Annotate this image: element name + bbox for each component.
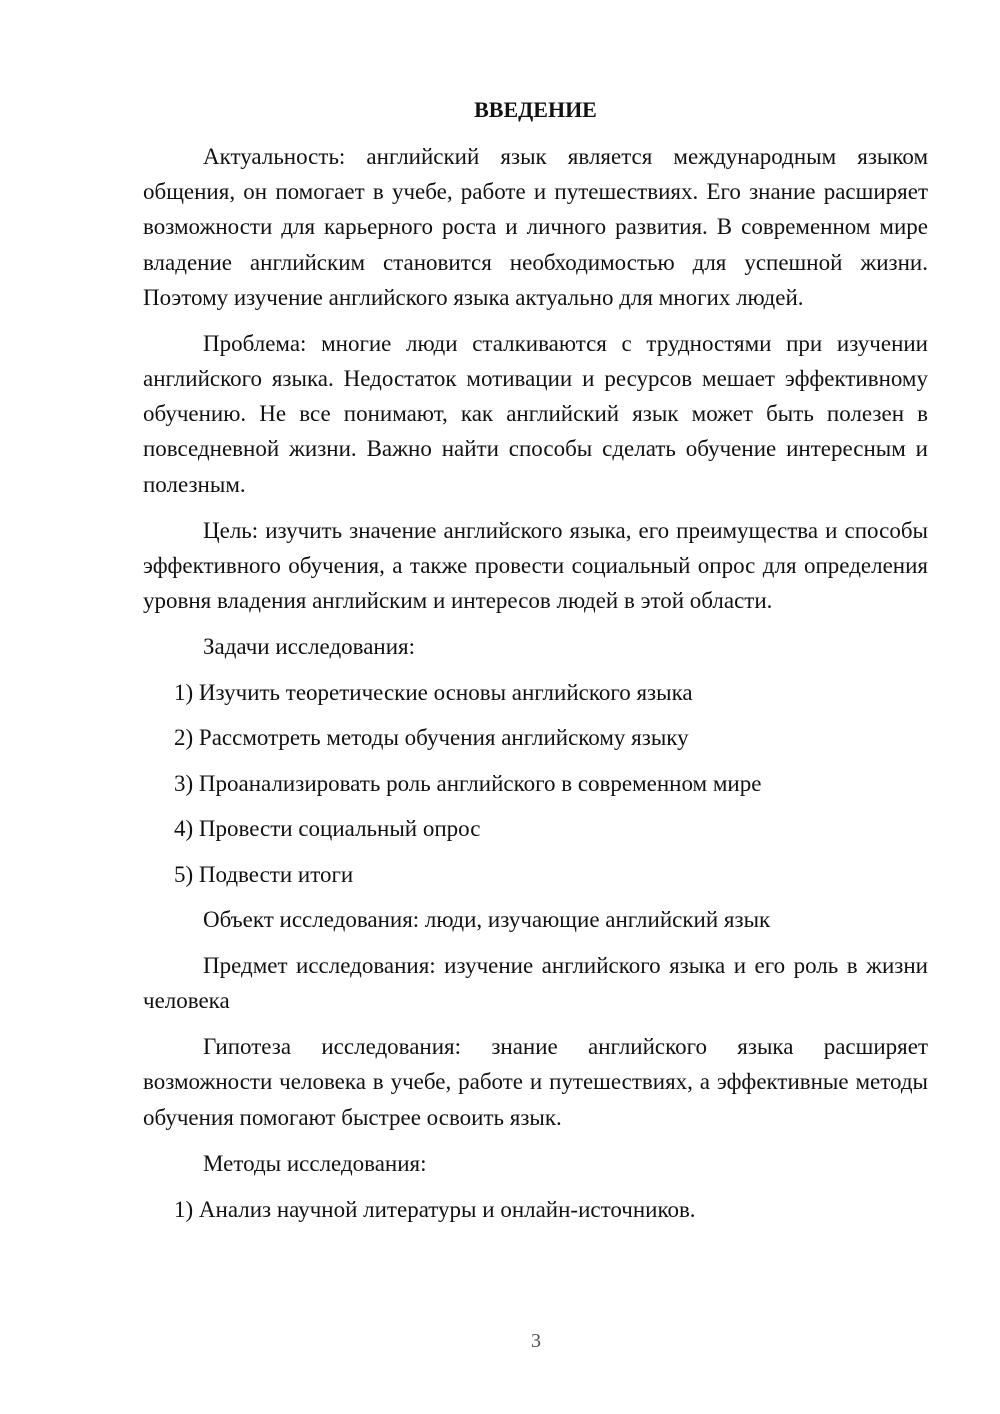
tasks-title: Задачи исследования: bbox=[203, 634, 416, 660]
goal-paragraph: Цель: изучить значение английского языка, его преимущества и способы эффективного обучения, а также провести социальный опрос для определения уровня владения английским и интересов людей в этой области. bbox=[143, 517, 928, 614]
methods-list bbox=[143, 1192, 928, 1227]
page-number: 3 bbox=[531, 1330, 541, 1352]
object-paragraph: Объект исследования: люди, изучающие английский язык bbox=[203, 906, 771, 932]
document-body bbox=[143, 92, 928, 1237]
method-item: 1) Анализ научной литературы и онлайн-источников. bbox=[174, 1196, 696, 1222]
task-item: 3) Проанализировать роль английского в современном мире bbox=[174, 770, 762, 796]
tasks-list bbox=[143, 675, 928, 892]
task-item: 4) Провести социальный опрос bbox=[174, 816, 481, 842]
subject-paragraph: Предмет исследования: изучение английского языка и его роль в жизни человека bbox=[143, 952, 928, 1014]
task-item: 5) Подвести итоги bbox=[174, 861, 354, 887]
task-item: 2) Рассмотреть методы обучения английскому языку bbox=[174, 725, 689, 751]
hypothesis-paragraph: Гипотеза исследования: знание английского языка расширяет возможности человека в учебе, работе и путешествиях, а эффективные методы обучения помогают быстрее освоить язык. bbox=[143, 1034, 928, 1130]
problem-paragraph: Проблема: многие люди сталкиваются с трудностями при изучении английского языка. Недостаток мотивации и ресурсов мешает эффективному обучению. Не все понимают, как английский язык может быть полезен в повседневной жизни. Важно найти способы сделать обучение интересным и полезным. bbox=[143, 330, 928, 497]
methods-title: Методы исследования: bbox=[203, 1150, 427, 1176]
task-item: 1) Изучить теоретические основы английского языка bbox=[174, 680, 693, 706]
section-heading: ВВЕДЕНИЕ bbox=[474, 97, 597, 122]
relevance-paragraph: Актуальность: английский язык является международным языком общения, он помогает в учебе, работе и путешествиях. Его знание расширяет возможности для карьерного роста и личного развития. В современном мире владение английским становится необходимостью для успешной жизни. Поэтому изучение английского языка актуально для многих людей. bbox=[143, 144, 928, 310]
